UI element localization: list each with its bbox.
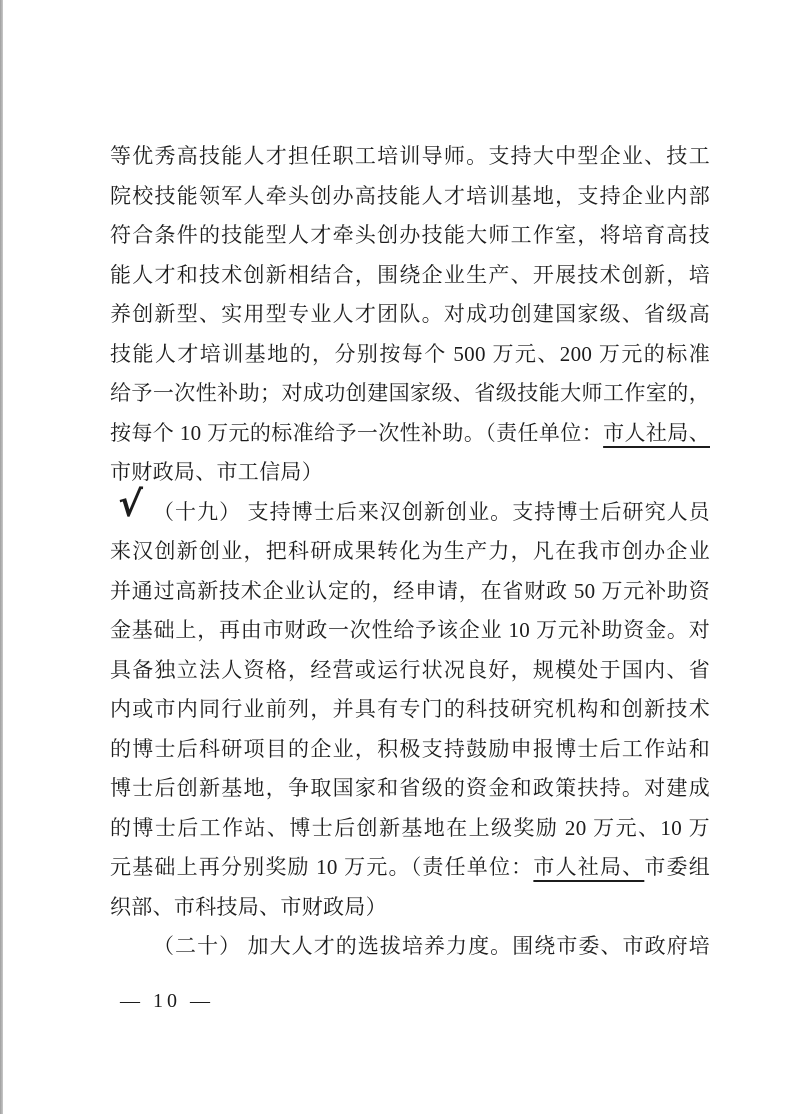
text-segment: 来汉创新创业，把科研成果转化为生产力，凡在我市创办企业 — [110, 539, 710, 563]
text-segment: 等优秀高技能人才担任职工培训导师。支持大中型企业、技工 — [110, 144, 710, 168]
text-segment: 市财政局、市工信局） — [110, 460, 323, 484]
text-line — [110, 137, 710, 177]
text-line — [110, 414, 710, 454]
text-line — [110, 888, 710, 928]
scan-edge-artifact — [0, 0, 3, 1114]
text-segment: 织部、市科技局、市财政局） — [110, 894, 387, 919]
text-segment: 按每个 10 万元的标准给予一次性补助。（责任单位： — [110, 420, 604, 445]
page-number: — 10 — — [120, 990, 214, 1012]
text-line — [110, 335, 710, 375]
text-segment: 技能人才培训基地的，分别按每个 500 万元、200 万元的标准 — [110, 341, 710, 366]
text-segment: 的博士后科研项目的企业，积极支持鼓励申报博士后工作站和 — [110, 736, 710, 761]
text-segment: （二十） 加大人才的选拔培养力度。围绕市委、市政府培 — [153, 934, 710, 958]
text-line — [110, 651, 710, 691]
paragraph-20 — [110, 927, 710, 967]
text-line — [110, 177, 710, 217]
text-line — [110, 848, 710, 888]
text-segment: 博士后创新基地，争取国家和省级的资金和政策扶持。对建成 — [110, 776, 710, 800]
document-text — [110, 137, 710, 967]
text-segment: 能人才和技术创新相结合，围绕企业生产、开展技术创新，培 — [110, 262, 710, 287]
paragraph-19 — [110, 493, 710, 928]
text-line — [110, 256, 710, 296]
text-line — [110, 769, 710, 809]
text-line — [110, 927, 710, 967]
text-segment: 给予一次性补助；对成功创建国家级、省级技能大师工作室的， — [110, 381, 710, 405]
text-line — [110, 493, 710, 533]
text-line — [110, 295, 710, 335]
text-line — [110, 572, 710, 612]
text-segment: （十九） 支持博士后来汉创新创业。支持博士后研究人员 — [153, 499, 710, 524]
text-line — [110, 611, 710, 651]
text-line — [110, 532, 710, 572]
text-segment: 院校技能领军人牵头创办高技能人才培训基地，支持企业内部 — [110, 183, 710, 208]
text-segment: 并通过高新技术企业认定的，经申请，在省财政 50 万元补助资 — [110, 578, 710, 603]
text-segment: 内或市内同行业前列，并具有专门的科技研究机构和创新技术 — [110, 697, 710, 721]
paragraph-continued-18 — [110, 137, 710, 493]
underlined-responsible-unit: 市人社局、 — [533, 855, 645, 879]
text-segment: 金基础上，再由市财政一次性给予该企业 10 万元补助资金。对 — [110, 618, 710, 642]
text-segment: 养创新型、实用型专业人才团队。对成功创建国家级、省级高 — [110, 302, 710, 326]
text-line — [110, 374, 710, 414]
handwritten-checkmark: √ — [116, 483, 144, 526]
text-segment: 的博士后工作站、博士后创新基地在上级奖励 20 万元、10 万 — [110, 815, 710, 840]
text-segment: 市委组 — [644, 855, 711, 879]
text-line — [110, 809, 710, 849]
text-line — [110, 690, 710, 730]
text-segment: 符合条件的技能型人才牵头创办技能大师工作室，将培育高技 — [110, 223, 710, 247]
text-line — [110, 730, 710, 770]
text-line — [110, 453, 710, 493]
text-segment: 具备独立法人资格，经营或运行状况良好，规模处于国内、省 — [110, 657, 710, 682]
underlined-responsible-unit: 市人社局、 — [603, 420, 710, 445]
text-line — [110, 216, 710, 256]
text-segment: 元基础上再分别奖励 10 万元。（责任单位： — [110, 855, 534, 879]
